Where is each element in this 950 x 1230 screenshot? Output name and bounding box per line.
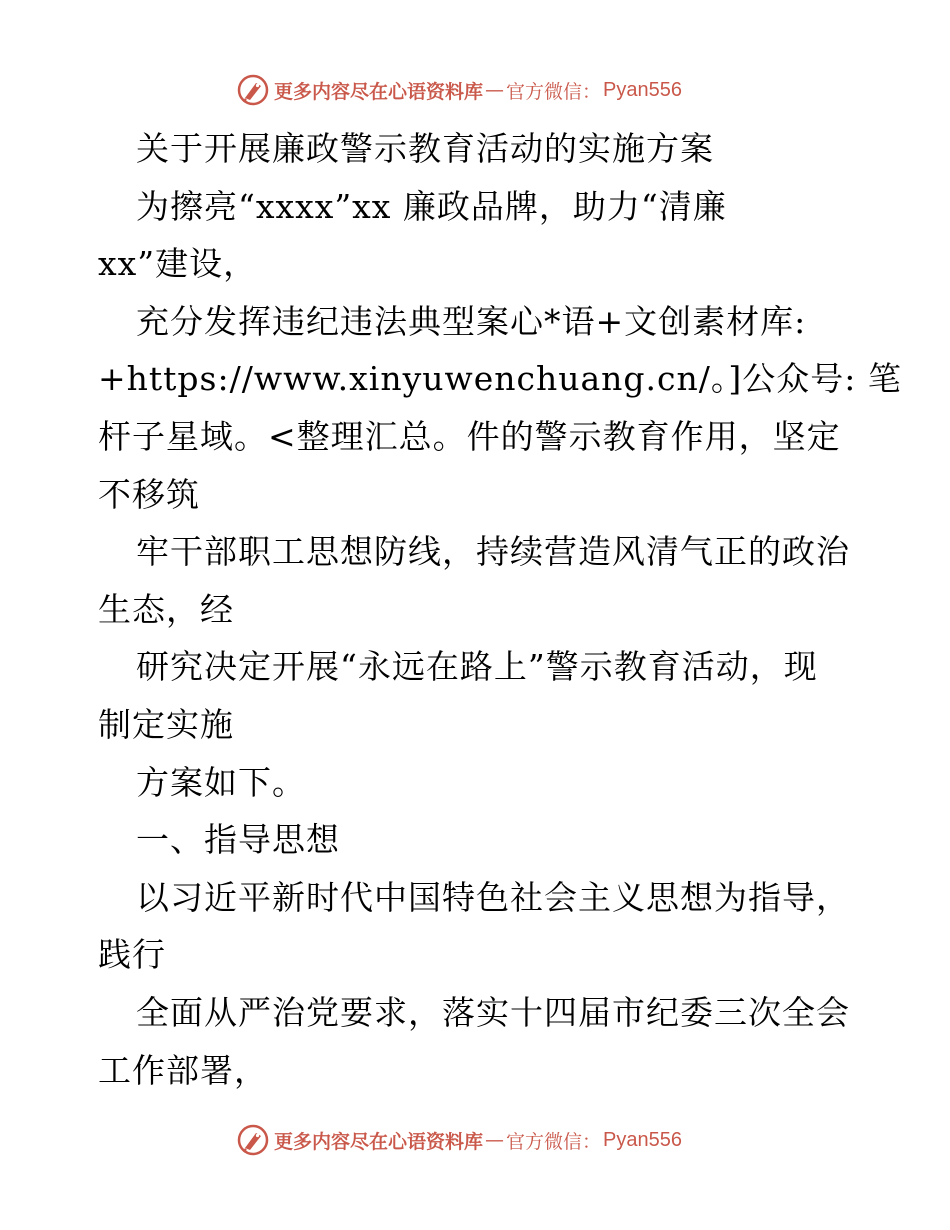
text-line: +https://www.xinyuwenchuang.cn/。]公众号: 笔 (98, 359, 902, 399)
text-line: 以习近平新时代中国特色社会主义思想为指导， (136, 877, 850, 917)
text-line: 杆子星域。<整理汇总。件的警示教育作用，坚定 (98, 416, 841, 456)
document-body (98, 120, 902, 1099)
text-line: 一、指导思想 (136, 820, 340, 860)
banner-text: 更多内容尽在心语资料库 (274, 80, 484, 103)
text-line: 牢干部职工思想防线，持续营造风清气正的政治 (136, 532, 850, 572)
text-line: 充分发挥违纪违法典型案心*语+文创素材库: (136, 301, 807, 341)
text-line: 为擦亮“xxxx”xx 廉政品牌，助力“清廉 (136, 186, 727, 226)
banner-dash: — (485, 1129, 505, 1151)
footer-banner (236, 1122, 682, 1158)
text-line: 不移筑 (98, 474, 200, 514)
text-line: 关于开展廉政警示教育活动的实施方案 (136, 129, 714, 168)
text-line: 生态，经 (98, 589, 234, 629)
banner-wechat-label: 官方微信： (506, 1130, 602, 1153)
banner-wechat-id: Pyan556 (603, 1128, 682, 1151)
banner-text: 更多内容尽在心语资料库 (274, 1130, 484, 1153)
text-line: 践行 (98, 935, 166, 975)
header-banner (236, 72, 682, 108)
text-line: 全面从严治党要求，落实十四届市纪委三次全会 (136, 992, 850, 1032)
banner-wechat-label: 官方微信： (506, 80, 602, 103)
text-line: xx”建设， (98, 244, 258, 284)
pen-nib-logo-icon (236, 1123, 270, 1157)
text-line: 方案如下。 (136, 762, 306, 802)
text-line: 工作部署， (98, 1050, 268, 1090)
text-line: 制定实施 (98, 704, 234, 744)
banner-wechat-id: Pyan556 (603, 78, 682, 101)
text-line: 研究决定开展“永远在路上”警示教育活动，现 (136, 647, 818, 687)
banner-dash: — (485, 79, 505, 101)
pen-nib-logo-icon (236, 73, 270, 107)
